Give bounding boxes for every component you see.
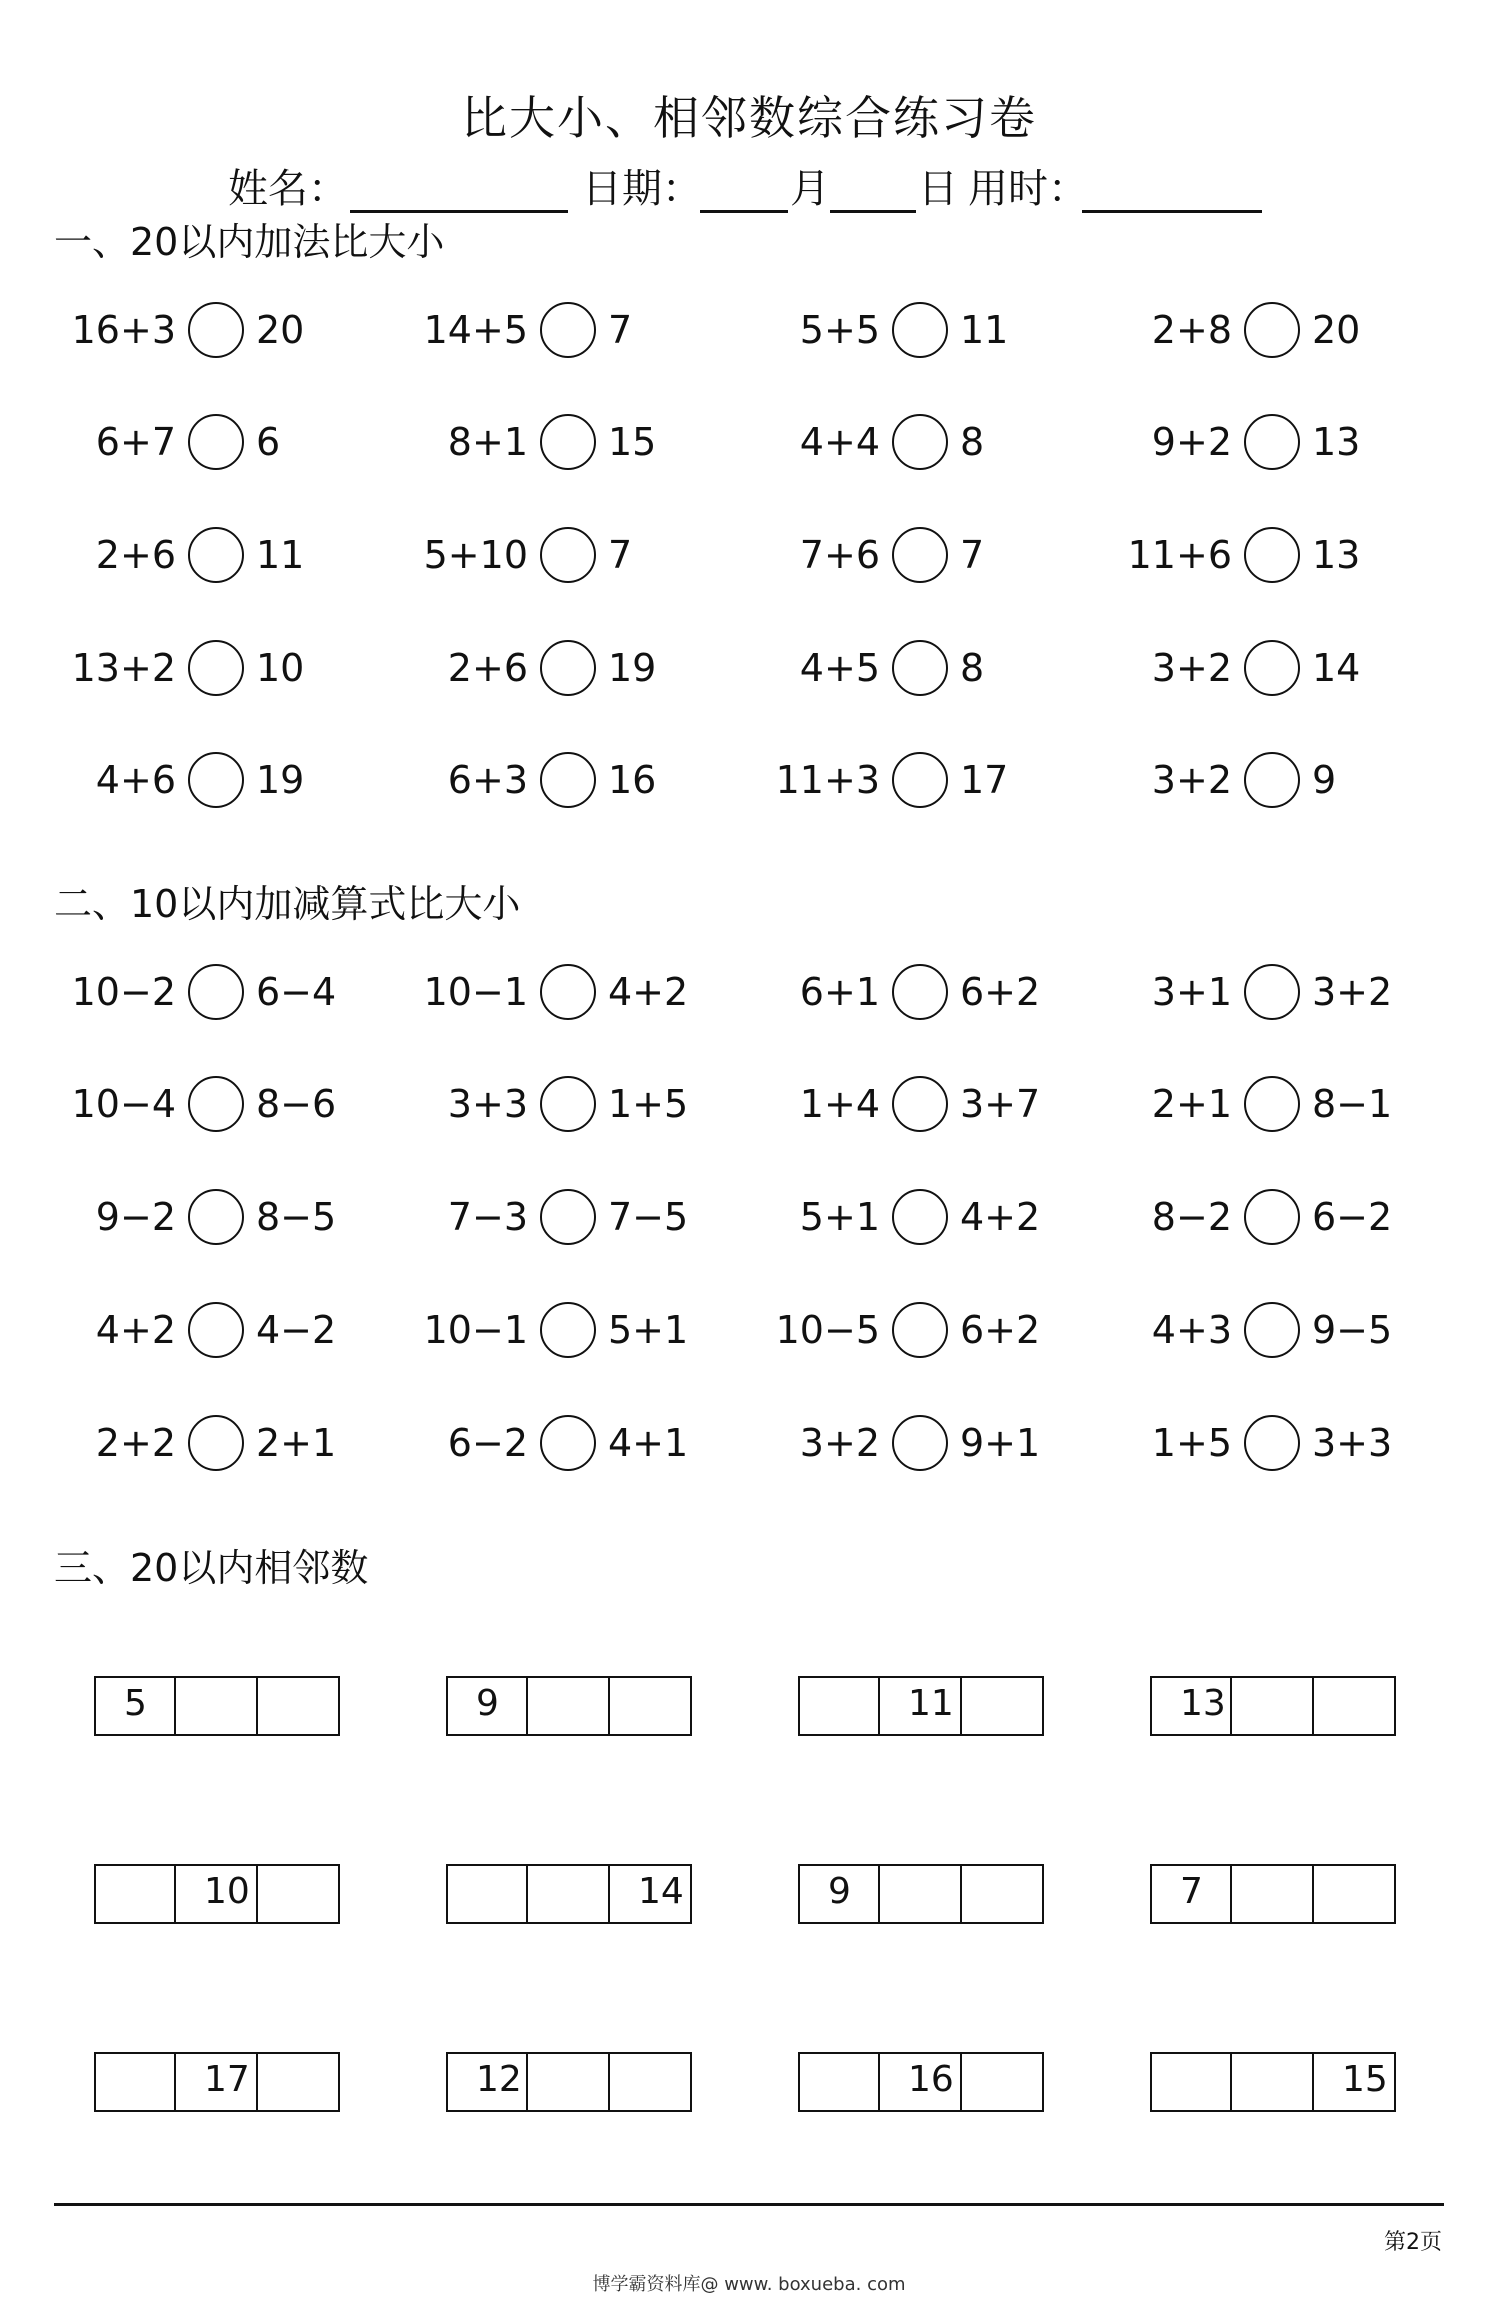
answer-circle[interactable] [1244,527,1300,583]
right-expression: 19 [256,758,305,802]
left-expression: 7+6 [799,533,880,577]
answer-box[interactable] [962,2052,1044,2112]
answer-circle[interactable] [1244,640,1300,696]
right-expression: 8 [960,420,985,464]
answer-circle[interactable] [892,1302,948,1358]
neighbor-number-group [94,2052,342,2112]
answer-circle[interactable] [892,1189,948,1245]
left-expression: 5+10 [423,533,528,577]
watermark: 博学霸资料库@ www. boxueba. com [592,2274,906,2295]
name-label: 姓名： [228,166,348,212]
answer-circle[interactable] [1244,1302,1300,1358]
answer-circle[interactable] [188,1189,244,1245]
right-expression: 4+2 [960,1195,1041,1239]
right-expression: 6+2 [960,1308,1041,1352]
right-expression: 7−5 [608,1195,689,1239]
neighbor-number-group [94,1864,342,1924]
answer-circle[interactable] [188,964,244,1020]
answer-circle[interactable] [188,752,244,808]
right-expression: 10 [256,646,305,690]
answer-circle[interactable] [540,1076,596,1132]
answer-box[interactable] [258,2052,340,2112]
left-expression: 1+5 [1151,1421,1232,1465]
right-expression: 20 [1312,308,1361,352]
left-expression: 13+2 [71,646,176,690]
given-number-box: 5 [94,1676,176,1736]
left-expression: 4+5 [799,646,880,690]
left-expression: 10−1 [423,970,528,1014]
answer-circle[interactable] [188,1302,244,1358]
answer-circle[interactable] [892,640,948,696]
answer-circle[interactable] [188,527,244,583]
answer-circle[interactable] [892,752,948,808]
left-expression: 7−3 [447,1195,528,1239]
right-expression: 7 [960,533,985,577]
right-expression: 4+2 [608,970,689,1014]
right-expression: 7 [608,308,633,352]
left-expression: 2+6 [95,533,176,577]
answer-box[interactable] [176,1676,258,1736]
left-expression: 14+5 [423,308,528,352]
section3-title: 三、20以内相邻数 [54,1546,369,1590]
answer-circle[interactable] [188,640,244,696]
left-expression: 2+1 [1151,1082,1232,1126]
answer-circle[interactable] [1244,1415,1300,1471]
answer-box[interactable] [962,1676,1044,1736]
section1-title: 一、20以内加法比大小 [54,220,445,264]
right-expression: 14 [1312,646,1361,690]
left-expression: 4+2 [95,1308,176,1352]
given-number-box: 11 [880,1676,962,1736]
left-expression: 6+1 [799,970,880,1014]
date-label: 日期： [582,166,702,212]
answer-circle[interactable] [188,1076,244,1132]
answer-box[interactable] [1232,1864,1314,1924]
right-expression: 9−5 [1312,1308,1393,1352]
right-expression: 8−6 [256,1082,337,1126]
left-expression: 3+2 [1151,646,1232,690]
day-blank[interactable] [830,210,916,213]
month-label: 月 [790,166,830,212]
answer-box[interactable] [528,1864,610,1924]
right-expression: 19 [608,646,657,690]
answer-circle[interactable] [540,964,596,1020]
neighbor-number-group [798,2052,1046,2112]
left-expression: 2+6 [447,646,528,690]
left-expression: 4+3 [1151,1308,1232,1352]
answer-circle[interactable] [540,1415,596,1471]
answer-box[interactable] [798,1676,880,1736]
given-number-box: 16 [880,2052,962,2112]
right-expression: 13 [1312,420,1361,464]
answer-box[interactable] [94,1864,176,1924]
answer-circle[interactable] [892,414,948,470]
right-expression: 17 [960,758,1009,802]
answer-box[interactable] [1314,1676,1396,1736]
answer-box[interactable] [880,1864,962,1924]
answer-circle[interactable] [188,414,244,470]
given-number-box: 9 [798,1864,880,1924]
left-expression: 16+3 [71,308,176,352]
neighbor-number-group [798,1676,1046,1736]
right-expression: 15 [608,420,657,464]
answer-box[interactable] [798,2052,880,2112]
answer-circle[interactable] [1244,1076,1300,1132]
right-expression: 4+1 [608,1421,689,1465]
time-blank[interactable] [1082,210,1262,213]
left-expression: 3+3 [447,1082,528,1126]
answer-circle[interactable] [892,527,948,583]
day-label: 日 [918,166,958,212]
left-expression: 3+2 [799,1421,880,1465]
answer-box[interactable] [1314,1864,1396,1924]
given-number-box: 17 [176,2052,258,2112]
given-number-box: 10 [176,1864,258,1924]
neighbor-number-group [446,2052,694,2112]
right-expression: 2+1 [256,1421,337,1465]
left-expression: 11+3 [775,758,880,802]
neighbor-number-group [94,1676,342,1736]
answer-circle[interactable] [892,1415,948,1471]
name-blank[interactable] [350,210,568,213]
right-expression: 3+7 [960,1082,1041,1126]
left-expression: 1+4 [799,1082,880,1126]
right-expression: 4−2 [256,1308,337,1352]
answer-circle[interactable] [1244,964,1300,1020]
answer-circle[interactable] [540,302,596,358]
time-label: 用时： [968,166,1088,212]
answer-circle[interactable] [892,302,948,358]
answer-box[interactable] [258,1676,340,1736]
left-expression: 6−2 [447,1421,528,1465]
answer-circle[interactable] [188,1415,244,1471]
answer-circle[interactable] [1244,414,1300,470]
given-number-box: 14 [610,1864,692,1924]
answer-box[interactable] [94,2052,176,2112]
given-number-box: 9 [446,1676,528,1736]
left-expression: 2+2 [95,1421,176,1465]
right-expression: 11 [256,533,305,577]
answer-circle[interactable] [540,414,596,470]
right-expression: 8−1 [1312,1082,1393,1126]
given-number-box: 15 [1314,2052,1396,2112]
left-expression: 6+7 [95,420,176,464]
left-expression: 8+1 [447,420,528,464]
left-expression: 10−2 [71,970,176,1014]
left-expression: 10−5 [775,1308,880,1352]
neighbor-number-group [1150,2052,1398,2112]
left-expression: 10−1 [423,1308,528,1352]
page-number: 第2页 [1384,2230,1442,2255]
left-expression: 10−4 [71,1082,176,1126]
answer-circle[interactable] [540,527,596,583]
left-expression: 3+2 [1151,758,1232,802]
right-expression: 11 [960,308,1009,352]
answer-circle[interactable] [188,302,244,358]
right-expression: 6+2 [960,970,1041,1014]
right-expression: 6 [256,420,281,464]
page-title: 比大小、相邻数综合练习卷 [461,91,1037,145]
right-expression: 9+1 [960,1421,1041,1465]
right-expression: 6−4 [256,970,337,1014]
left-expression: 5+1 [799,1195,880,1239]
answer-circle[interactable] [540,1189,596,1245]
answer-circle[interactable] [1244,752,1300,808]
left-expression: 4+6 [95,758,176,802]
answer-circle[interactable] [1244,1189,1300,1245]
answer-box[interactable] [258,1864,340,1924]
right-expression: 3+2 [1312,970,1393,1014]
right-expression: 3+3 [1312,1421,1393,1465]
left-expression: 9+2 [1151,420,1232,464]
neighbor-number-group [798,1864,1046,1924]
answer-box[interactable] [1232,1676,1314,1736]
right-expression: 9 [1312,758,1337,802]
answer-box[interactable] [528,2052,610,2112]
neighbor-number-group [446,1676,694,1736]
answer-box[interactable] [528,1676,610,1736]
answer-circle[interactable] [1244,302,1300,358]
footer-divider [54,2203,1444,2206]
left-expression: 2+8 [1151,308,1232,352]
right-expression: 13 [1312,533,1361,577]
right-expression: 6−2 [1312,1195,1393,1239]
right-expression: 16 [608,758,657,802]
left-expression: 11+6 [1127,533,1232,577]
given-number-box: 7 [1150,1864,1232,1924]
answer-circle[interactable] [540,640,596,696]
answer-circle[interactable] [892,1076,948,1132]
answer-circle[interactable] [540,752,596,808]
right-expression: 1+5 [608,1082,689,1126]
left-expression: 9−2 [95,1195,176,1239]
given-number-box: 13 [1150,1676,1232,1736]
left-expression: 6+3 [447,758,528,802]
right-expression: 8 [960,646,985,690]
answer-box[interactable] [1150,2052,1232,2112]
neighbor-number-group [1150,1864,1398,1924]
right-expression: 20 [256,308,305,352]
answer-circle[interactable] [892,964,948,1020]
neighbor-number-group [446,1864,694,1924]
left-expression: 8−2 [1151,1195,1232,1239]
month-blank[interactable] [700,210,788,213]
answer-box[interactable] [962,1864,1044,1924]
neighbor-number-group [1150,1676,1398,1736]
answer-box[interactable] [1232,2052,1314,2112]
answer-box[interactable] [610,1676,692,1736]
answer-circle[interactable] [540,1302,596,1358]
left-expression: 4+4 [799,420,880,464]
answer-box[interactable] [610,2052,692,2112]
given-number-box: 12 [446,2052,528,2112]
left-expression: 5+5 [799,308,880,352]
right-expression: 7 [608,533,633,577]
answer-box[interactable] [446,1864,528,1924]
left-expression: 3+1 [1151,970,1232,1014]
right-expression: 5+1 [608,1308,689,1352]
section2-title: 二、10以内加减算式比大小 [54,882,521,926]
right-expression: 8−5 [256,1195,337,1239]
